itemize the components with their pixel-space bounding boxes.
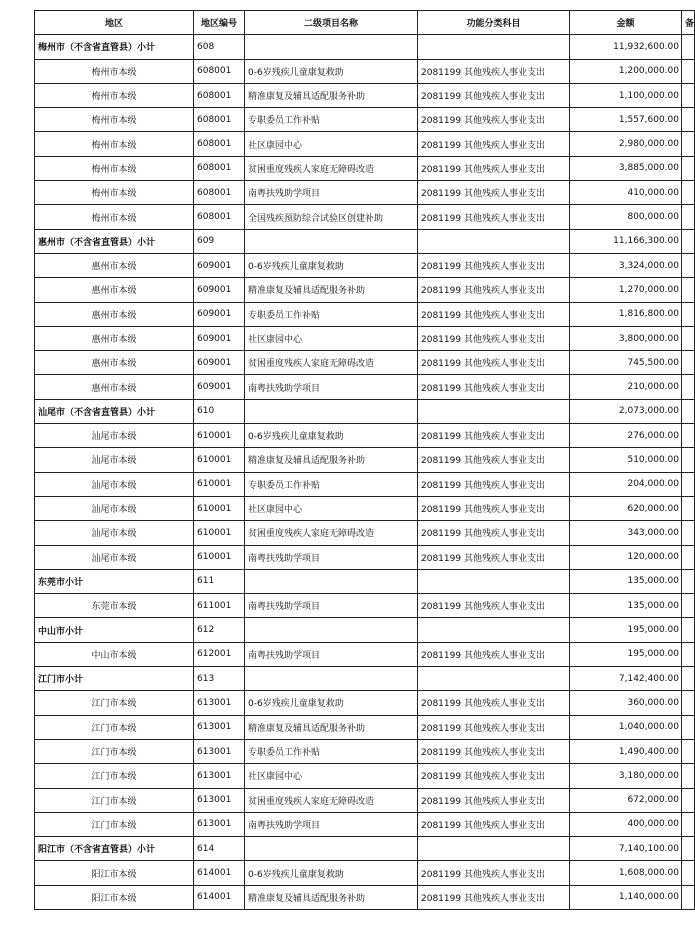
table-row — [35, 108, 695, 132]
cell-region-code: 612 — [194, 618, 245, 642]
cell-function-category: 2081199 其他残疾人事业支出 — [418, 764, 570, 788]
cell-amount: 3,180,000.00 — [570, 764, 682, 788]
cell-function-category: 2081199 其他残疾人事业支出 — [418, 351, 570, 375]
cell-region-code: 611001 — [194, 594, 245, 618]
cell-project-name: 0-6岁残疾儿童康复救助 — [245, 424, 418, 448]
subtotal-row — [35, 35, 695, 59]
cell-amount: 672,000.00 — [570, 788, 682, 812]
cell-project-name: 贫困重度残疾人家庭无障碍改造 — [245, 521, 418, 545]
cell-remark — [682, 618, 695, 642]
table-body — [35, 35, 695, 910]
cell-function-category: 2081199 其他残疾人事业支出 — [418, 642, 570, 666]
cell-remark — [682, 302, 695, 326]
table-row — [35, 59, 695, 83]
cell-project-name: 社区康园中心 — [245, 496, 418, 520]
cell-function-category: 2081199 其他残疾人事业支出 — [418, 302, 570, 326]
cell-project-name: 南粤扶残助学项目 — [245, 594, 418, 618]
table-row — [35, 642, 695, 666]
cell-region-code: 613001 — [194, 739, 245, 763]
cell-region: 江门市本级 — [35, 788, 194, 812]
cell-project-name: 精准康复及辅具适配服务补助 — [245, 278, 418, 302]
cell-amount: 1,040,000.00 — [570, 715, 682, 739]
cell-region: 汕尾市本级 — [35, 545, 194, 569]
cell-region: 惠州市本级 — [35, 326, 194, 350]
cell-region: 阳江市（不含省直管县）小计 — [35, 837, 194, 861]
cell-region-code: 608001 — [194, 181, 245, 205]
cell-region: 中山市本级 — [35, 642, 194, 666]
table-row — [35, 691, 695, 715]
cell-region: 惠州市本级 — [35, 278, 194, 302]
cell-remark — [682, 861, 695, 885]
cell-function-category: 2081199 其他残疾人事业支出 — [418, 545, 570, 569]
cell-region: 江门市本级 — [35, 691, 194, 715]
cell-project-name: 0-6岁残疾儿童康复救助 — [245, 59, 418, 83]
table-row — [35, 83, 695, 107]
cell-region: 梅州市本级 — [35, 156, 194, 180]
cell-remark — [682, 521, 695, 545]
table-row — [35, 861, 695, 885]
cell-region-code: 609001 — [194, 375, 245, 399]
cell-amount: 400,000.00 — [570, 812, 682, 836]
table-row — [35, 375, 695, 399]
table-row — [35, 812, 695, 836]
cell-remark — [682, 424, 695, 448]
cell-remark — [682, 278, 695, 302]
header-remark: 备 — [682, 11, 695, 35]
cell-amount: 1,557,600.00 — [570, 108, 682, 132]
cell-region: 梅州市本级 — [35, 108, 194, 132]
cell-region: 江门市本级 — [35, 812, 194, 836]
cell-region-code: 608001 — [194, 205, 245, 229]
cell-region-code: 609001 — [194, 278, 245, 302]
cell-remark — [682, 715, 695, 739]
cell-region: 惠州市本级 — [35, 375, 194, 399]
cell-region: 惠州市（不含省直管县）小计 — [35, 229, 194, 253]
subtotal-row — [35, 667, 695, 691]
cell-function-category: 2081199 其他残疾人事业支出 — [418, 181, 570, 205]
cell-remark — [682, 496, 695, 520]
cell-remark — [682, 594, 695, 618]
cell-region: 梅州市本级 — [35, 132, 194, 156]
cell-amount: 1,270,000.00 — [570, 278, 682, 302]
cell-remark — [682, 472, 695, 496]
table-row — [35, 521, 695, 545]
cell-region: 东莞市小计 — [35, 569, 194, 593]
cell-function-category: 2081199 其他残疾人事业支出 — [418, 739, 570, 763]
table-row — [35, 448, 695, 472]
cell-region: 汕尾市本级 — [35, 521, 194, 545]
cell-amount: 210,000.00 — [570, 375, 682, 399]
cell-project-name — [245, 569, 418, 593]
cell-amount: 2,073,000.00 — [570, 399, 682, 423]
cell-function-category: 2081199 其他残疾人事业支出 — [418, 59, 570, 83]
table-row — [35, 205, 695, 229]
cell-project-name: 贫困重度残疾人家庭无障碍改造 — [245, 156, 418, 180]
cell-amount: 1,816,800.00 — [570, 302, 682, 326]
cell-region-code: 610 — [194, 399, 245, 423]
cell-project-name — [245, 667, 418, 691]
cell-region-code: 609001 — [194, 326, 245, 350]
cell-region: 江门市小计 — [35, 667, 194, 691]
table-row — [35, 715, 695, 739]
cell-project-name — [245, 618, 418, 642]
cell-region-code: 608001 — [194, 108, 245, 132]
cell-amount: 1,490,400.00 — [570, 739, 682, 763]
cell-amount: 3,800,000.00 — [570, 326, 682, 350]
table-row — [35, 739, 695, 763]
cell-function-category: 2081199 其他残疾人事业支出 — [418, 326, 570, 350]
cell-project-name: 0-6岁残疾儿童康复救助 — [245, 861, 418, 885]
cell-remark — [682, 448, 695, 472]
cell-region-code: 609001 — [194, 351, 245, 375]
cell-project-name: 社区康园中心 — [245, 326, 418, 350]
cell-function-category: 2081199 其他残疾人事业支出 — [418, 205, 570, 229]
cell-region: 汕尾市本级 — [35, 448, 194, 472]
table-row — [35, 302, 695, 326]
cell-amount: 3,324,000.00 — [570, 253, 682, 277]
cell-region: 汕尾市本级 — [35, 472, 194, 496]
cell-region-code: 610001 — [194, 496, 245, 520]
cell-amount: 1,140,000.00 — [570, 885, 682, 909]
cell-amount: 276,000.00 — [570, 424, 682, 448]
table-row — [35, 424, 695, 448]
table-row — [35, 885, 695, 909]
table-row — [35, 181, 695, 205]
cell-remark — [682, 691, 695, 715]
table-row — [35, 472, 695, 496]
subtotal-row — [35, 229, 695, 253]
cell-remark — [682, 667, 695, 691]
cell-project-name: 南粤扶残助学项目 — [245, 181, 418, 205]
cell-amount: 120,000.00 — [570, 545, 682, 569]
table-row — [35, 156, 695, 180]
cell-project-name: 社区康园中心 — [245, 132, 418, 156]
cell-remark — [682, 764, 695, 788]
cell-amount: 343,000.00 — [570, 521, 682, 545]
cell-function-category: 2081199 其他残疾人事业支出 — [418, 83, 570, 107]
cell-region: 汕尾市（不含省直管县）小计 — [35, 399, 194, 423]
cell-project-name: 专职委员工作补贴 — [245, 472, 418, 496]
cell-project-name: 全国残疾预防综合试验区创建补助 — [245, 205, 418, 229]
cell-region: 中山市小计 — [35, 618, 194, 642]
cell-remark — [682, 569, 695, 593]
cell-project-name — [245, 35, 418, 59]
cell-project-name — [245, 229, 418, 253]
cell-function-category — [418, 667, 570, 691]
cell-project-name: 南粤扶残助学项目 — [245, 812, 418, 836]
cell-amount: 11,932,600.00 — [570, 35, 682, 59]
cell-project-name: 社区康园中心 — [245, 764, 418, 788]
cell-remark — [682, 132, 695, 156]
cell-amount: 800,000.00 — [570, 205, 682, 229]
cell-region: 汕尾市本级 — [35, 496, 194, 520]
cell-remark — [682, 83, 695, 107]
cell-amount: 1,200,000.00 — [570, 59, 682, 83]
cell-remark — [682, 545, 695, 569]
cell-project-name: 南粤扶残助学项目 — [245, 545, 418, 569]
cell-amount: 195,000.00 — [570, 642, 682, 666]
cell-region-code: 608001 — [194, 83, 245, 107]
cell-amount: 7,140,100.00 — [570, 837, 682, 861]
cell-amount: 204,000.00 — [570, 472, 682, 496]
cell-amount: 135,000.00 — [570, 594, 682, 618]
cell-project-name: 南粤扶残助学项目 — [245, 642, 418, 666]
cell-region-code: 613001 — [194, 764, 245, 788]
cell-project-name: 专职委员工作补贴 — [245, 302, 418, 326]
cell-remark — [682, 739, 695, 763]
cell-amount: 2,980,000.00 — [570, 132, 682, 156]
budget-table — [34, 10, 695, 910]
header-amount: 金额 — [570, 11, 682, 35]
cell-function-category: 2081199 其他残疾人事业支出 — [418, 375, 570, 399]
cell-function-category: 2081199 其他残疾人事业支出 — [418, 885, 570, 909]
cell-project-name: 0-6岁残疾儿童康复救助 — [245, 253, 418, 277]
cell-remark — [682, 35, 695, 59]
budget-table-page — [34, 10, 694, 910]
cell-project-name: 精准康复及辅具适配服务补助 — [245, 885, 418, 909]
cell-project-name: 精准康复及辅具适配服务补助 — [245, 715, 418, 739]
subtotal-row — [35, 837, 695, 861]
cell-region-code: 613001 — [194, 715, 245, 739]
cell-amount: 1,608,000.00 — [570, 861, 682, 885]
cell-function-category — [418, 35, 570, 59]
cell-function-category: 2081199 其他残疾人事业支出 — [418, 594, 570, 618]
cell-region-code: 610001 — [194, 424, 245, 448]
cell-region: 东莞市本级 — [35, 594, 194, 618]
table-row — [35, 788, 695, 812]
table-row — [35, 253, 695, 277]
table-row — [35, 496, 695, 520]
cell-amount: 1,100,000.00 — [570, 83, 682, 107]
table-header-row — [35, 11, 695, 35]
cell-function-category: 2081199 其他残疾人事业支出 — [418, 156, 570, 180]
cell-function-category: 2081199 其他残疾人事业支出 — [418, 448, 570, 472]
cell-region: 阳江市本级 — [35, 861, 194, 885]
cell-function-category: 2081199 其他残疾人事业支出 — [418, 715, 570, 739]
cell-amount: 360,000.00 — [570, 691, 682, 715]
cell-remark — [682, 837, 695, 861]
cell-project-name — [245, 399, 418, 423]
cell-remark — [682, 885, 695, 909]
cell-project-name — [245, 837, 418, 861]
header-project-name: 二级项目名称 — [245, 11, 418, 35]
cell-region-code: 612001 — [194, 642, 245, 666]
subtotal-row — [35, 569, 695, 593]
cell-region: 梅州市本级 — [35, 59, 194, 83]
cell-remark — [682, 229, 695, 253]
cell-region: 梅州市（不含省直管县）小计 — [35, 35, 194, 59]
cell-amount: 135,000.00 — [570, 569, 682, 593]
header-region: 地区 — [35, 11, 194, 35]
cell-region-code: 610001 — [194, 545, 245, 569]
cell-function-category: 2081199 其他残疾人事业支出 — [418, 108, 570, 132]
cell-project-name: 精准康复及辅具适配服务补助 — [245, 83, 418, 107]
table-row — [35, 764, 695, 788]
header-function-category: 功能分类科目 — [418, 11, 570, 35]
cell-remark — [682, 812, 695, 836]
cell-remark — [682, 399, 695, 423]
cell-project-name: 精准康复及辅具适配服务补助 — [245, 448, 418, 472]
cell-project-name: 南粤扶残助学项目 — [245, 375, 418, 399]
cell-function-category — [418, 229, 570, 253]
cell-amount: 3,885,000.00 — [570, 156, 682, 180]
table-row — [35, 351, 695, 375]
cell-remark — [682, 59, 695, 83]
cell-region-code: 614001 — [194, 861, 245, 885]
cell-amount: 7,142,400.00 — [570, 667, 682, 691]
cell-function-category — [418, 569, 570, 593]
cell-region-code: 609 — [194, 229, 245, 253]
cell-region-code: 608 — [194, 35, 245, 59]
header-region-code: 地区编号 — [194, 11, 245, 35]
cell-amount: 11,166,300.00 — [570, 229, 682, 253]
cell-project-name: 专职委员工作补贴 — [245, 108, 418, 132]
cell-region: 江门市本级 — [35, 715, 194, 739]
cell-region: 江门市本级 — [35, 764, 194, 788]
cell-function-category: 2081199 其他残疾人事业支出 — [418, 812, 570, 836]
cell-region-code: 609001 — [194, 253, 245, 277]
cell-amount: 745,500.00 — [570, 351, 682, 375]
cell-amount: 410,000.00 — [570, 181, 682, 205]
cell-function-category: 2081199 其他残疾人事业支出 — [418, 472, 570, 496]
cell-region: 梅州市本级 — [35, 181, 194, 205]
cell-region-code: 608001 — [194, 132, 245, 156]
cell-project-name: 0-6岁残疾儿童康复救助 — [245, 691, 418, 715]
cell-region: 汕尾市本级 — [35, 424, 194, 448]
cell-remark — [682, 205, 695, 229]
cell-amount: 195,000.00 — [570, 618, 682, 642]
cell-region-code: 610001 — [194, 448, 245, 472]
table-row — [35, 278, 695, 302]
cell-function-category: 2081199 其他残疾人事业支出 — [418, 521, 570, 545]
cell-region-code: 613001 — [194, 788, 245, 812]
cell-project-name: 贫困重度残疾人家庭无障碍改造 — [245, 351, 418, 375]
cell-region-code: 609001 — [194, 302, 245, 326]
cell-region: 梅州市本级 — [35, 83, 194, 107]
cell-remark — [682, 253, 695, 277]
cell-function-category: 2081199 其他残疾人事业支出 — [418, 691, 570, 715]
cell-remark — [682, 108, 695, 132]
cell-function-category: 2081199 其他残疾人事业支出 — [418, 278, 570, 302]
cell-function-category: 2081199 其他残疾人事业支出 — [418, 788, 570, 812]
cell-function-category: 2081199 其他残疾人事业支出 — [418, 253, 570, 277]
cell-amount: 510,000.00 — [570, 448, 682, 472]
cell-region-code: 614001 — [194, 885, 245, 909]
cell-remark — [682, 326, 695, 350]
cell-region: 阳江市本级 — [35, 885, 194, 909]
cell-function-category: 2081199 其他残疾人事业支出 — [418, 132, 570, 156]
cell-region-code: 608001 — [194, 59, 245, 83]
cell-region: 惠州市本级 — [35, 351, 194, 375]
cell-remark — [682, 642, 695, 666]
cell-region-code: 611 — [194, 569, 245, 593]
cell-remark — [682, 788, 695, 812]
cell-amount: 620,000.00 — [570, 496, 682, 520]
cell-region-code: 613001 — [194, 812, 245, 836]
cell-project-name: 贫困重度残疾人家庭无障碍改造 — [245, 788, 418, 812]
cell-remark — [682, 156, 695, 180]
cell-remark — [682, 375, 695, 399]
cell-function-category: 2081199 其他残疾人事业支出 — [418, 861, 570, 885]
cell-remark — [682, 181, 695, 205]
cell-function-category — [418, 399, 570, 423]
cell-function-category — [418, 618, 570, 642]
table-row — [35, 545, 695, 569]
cell-region-code: 614 — [194, 837, 245, 861]
cell-function-category: 2081199 其他残疾人事业支出 — [418, 496, 570, 520]
cell-region-code: 610001 — [194, 472, 245, 496]
subtotal-row — [35, 618, 695, 642]
cell-region-code: 610001 — [194, 521, 245, 545]
cell-region: 江门市本级 — [35, 739, 194, 763]
table-row — [35, 594, 695, 618]
cell-function-category — [418, 837, 570, 861]
table-row — [35, 132, 695, 156]
cell-region: 惠州市本级 — [35, 302, 194, 326]
cell-region-code: 613001 — [194, 691, 245, 715]
cell-region: 惠州市本级 — [35, 253, 194, 277]
cell-remark — [682, 351, 695, 375]
cell-function-category: 2081199 其他残疾人事业支出 — [418, 424, 570, 448]
cell-region: 梅州市本级 — [35, 205, 194, 229]
subtotal-row — [35, 399, 695, 423]
cell-region-code: 608001 — [194, 156, 245, 180]
cell-project-name: 专职委员工作补贴 — [245, 739, 418, 763]
cell-region-code: 613 — [194, 667, 245, 691]
table-row — [35, 326, 695, 350]
